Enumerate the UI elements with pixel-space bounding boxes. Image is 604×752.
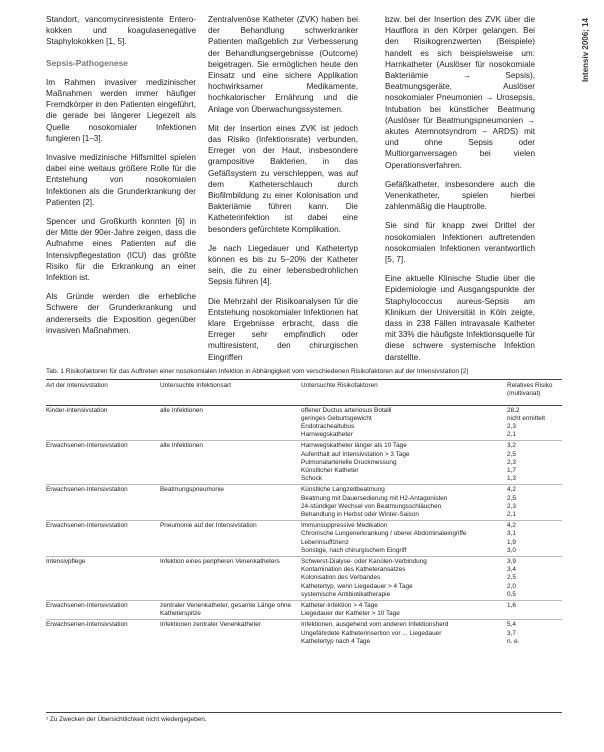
risk-factor-line: Sonstige, nach chirurgischem Eingriff [301,546,407,554]
relative-risk-value: 2,5 [507,494,516,502]
relative-risk-value: 2,3 [507,423,516,431]
table-header-cell: Art der Intensivstation [46,382,108,390]
infection-type-cell: Infektionen zentraler Venenkatheter [160,621,261,629]
risk-factor-cell [301,486,507,519]
station-type-cell: Erwachsenen-Intensivstation [46,621,128,629]
risk-factor-line: Ungefährdete Katheterinsertion vor ... Liegedauer [301,629,442,637]
table-header-cell: Untersuchte Risikofaktoren [301,382,378,390]
relative-risk-value: nicht ermittelt [507,414,546,422]
paragraph: Sie sind für knapp zwei Drittel der nosokomialen Infektionen auftretenden nosokomialen Infektionen verantwortlich [5, 7]. [385,221,535,265]
risk-factor-line: geringes Geburtsgewicht [301,414,372,422]
text-column-2 [208,14,358,371]
relative-risk-value: 1,6 [507,602,516,610]
paragraph: Im Rahmen invasiver medizinischer Maßnahmen werden immer häufiger Fremdkörper in den Patienten eingeführt, die gerade bei längerer Liegezeit als Quelle nosokomialer Infektionen fungieren [1–3]. [46,77,196,143]
risk-factor-line: Harnwegskatheter länger als 10 Tage [301,442,407,450]
relative-risk-value: 2,1 [507,431,516,439]
relative-risk-value: 5,4 [507,621,516,629]
table-body [46,406,562,647]
risk-factor-line: Pulmonalarterielle Druckmessung [301,458,397,466]
risk-factor-line: offener Ductus arteriosus Botalli [301,406,392,414]
risk-factor-cell [301,602,507,618]
paragraph: Eine aktuelle Klinische Studie über die Epidemiologie und Ausgangspunkte der Staphylococcus aureus-Sepsis am Klinikum der Universität in Köln zeigte, dass in 238 Fällen intravasale Katheter mit 33% die häufigste Infektionsquelle für diese schwere systemische Infektion darstellte. [385,274,535,362]
relative-risk-value: 28,2 [507,406,520,414]
risk-factor-line: Chronische Lungenerkrankung / oberer Abdominaleingriffe [301,530,467,538]
relative-risk-value: 1,7 [507,467,516,475]
risk-factor-cell [301,407,507,440]
paragraph: Zentralvenöse Katheter (ZVK) haben bei der Behandlung schwerkranker Patienten maßgeblich zur Verbesserung der Behandlungsergebnisse (Outcome) beigetragen. Sie ermöglichen heute den Einsatz und eine sichere Applikation hochwirksamer Medikamente, hochkalorischer Ernährung und die Anlage von Überwachungssystemen. [208,15,358,114]
section-heading: Sepsis-Pathogenese [46,57,128,68]
station-type-cell: Erwachsenen-Intensivstation [46,602,128,610]
table-row [46,619,562,647]
infection-type-cell: alle Infektionen [160,406,203,414]
table-header-cell: Relatives Risiko (multivariat) [507,382,553,398]
relative-risk-value: 3,4 [507,566,516,574]
relative-risk-value: 3,9 [507,558,516,566]
risk-factor-line: Schock [301,475,322,483]
infection-type-cell: zentraler Venenkatheter, gesamte Länge ohne Katheterspitze [160,602,292,618]
risk-factor-line: systemische Antibiotikatherapie [301,590,391,598]
relative-risk-cell [507,407,574,440]
relative-risk-value: 4,2 [507,486,516,494]
paragraph: Standort, vancomycinresistente Entero-kokken und koagulasenegative Staphylokokken [1, 5]. [46,15,196,47]
risk-factor-line: 24-stündiger Wechsel von Beatmungsschläuchen [301,502,442,510]
text-column-1 [46,14,196,344]
relative-risk-value: 3,1 [507,530,516,538]
station-type-cell: Erwachsenen-Intensivstation [46,442,128,450]
risk-factor-line: Kolonisation des Verbandes [301,574,381,582]
paragraph: Gefäßkatheter, insbesondere auch die Venenkatheter, spielen hierbei zahlenmäßig die Hauptrolle. [385,179,535,212]
risk-factor-line: Immunsuppressive Medikation [301,522,388,530]
infection-type-cell: Pneumonie auf der Intensivstation [160,522,257,530]
relative-risk-value: 2,3 [507,458,516,466]
relative-risk-value: n. e. [507,637,520,645]
paragraph: bzw. bei der Insertion des ZVK über die Hautflora in den Körper gelangen. Bei den Risikogrenzwerten (Beispiele) handelt es sich beispielsweise um: Harnkatheter (Auslöser für nosokomiale Bakteriämie → Sepsis), Beatmungsgeräte, Auslöser nosokomialer Pneumonien → Urosepsis, Intubation bei künstlicher Beatmung (Auslöser für Beatmungspneumonien → akutes Atemnotsyndrom – ARDS) mit und ohne Sepsis oder Multiorganversagen bei vielen Operationsverfahren. [385,15,535,170]
relative-risk-cell [507,558,574,599]
journal-label: Intensiv 2006; 14 [581,18,590,83]
risk-factor-line: Kontamination des Katheteransatzes [301,566,406,574]
table-header-cell: Untersuchte Infektionsart [160,382,232,390]
risk-factor-line: Kathetertyp nach 4 Tage [301,637,371,645]
risk-factor-line: Harnwegskatheter [301,431,353,439]
risk-factor-cell [301,522,507,555]
infection-type-cell: Beatmungspneumonie [160,486,224,494]
paragraph: Invasive medizinische Hilfsmittel spielen dabei eine weitaus größere Rolle für die Entstehung von nosokomialen Infektionen als die Grunderkrankung der Patienten [2]. [46,153,196,207]
text-column-3 [385,14,535,371]
risk-factor-line: Kathetertyp, wenn Liegedauer > 4 Tage [301,582,413,590]
relative-risk-cell [507,602,574,618]
risk-factor-line: Infektionen, ausgehend vom anderen Infektionsherd [301,621,449,629]
relative-risk-value: 3,0 [507,546,516,554]
relative-risk-value: 1,3 [507,475,516,483]
risk-factor-line: Beatmung mit Dauersedierung mit H2-Antagonisten [301,494,448,502]
paragraph: Spencer und Großkurth konnten [6] in der Mitte der 90er-Jahre zeigen, dass die Aufnahme eines Patienten auf die Intensivpflegestation (ICU) das größte Risiko für die Erkrankung an einer Infektion ist. [46,217,196,283]
relative-risk-cell [507,522,574,555]
risk-factor-cell [301,442,507,483]
footnote: ¹ Zu Zwecken der Übersichtlichkeit nicht wiedergegeben. [46,712,562,723]
risk-factor-line: Künstlicher Katheter [301,467,359,475]
table-row [46,484,562,520]
relative-risk-cell [507,621,574,646]
relative-risk-value: 0,5 [507,590,516,598]
station-type-cell: Erwachsenen-Intensivstation [46,522,128,530]
table-caption: Tab. 1 Risikofaktoren für das Auftreten einer nosokomialen Infektion in Abhängigkeit vom verschiedenen Risikofaktoren auf der Intensivstation [2] [46,368,562,380]
table-row [46,406,562,441]
risk-factor-cell [301,621,507,646]
relative-risk-cell [507,486,574,519]
paragraph: Je nach Liegedauer und Kathetertyp können es bis zu 5–20% der Katheter sein, die zu einer lebensbedrohlichen Sepsis führen [4]. [208,243,358,287]
table-row [46,440,562,484]
risk-factor-line: Liegedauer der Katheter > 10 Tage [301,610,400,618]
relative-risk-value: 2,5 [507,574,516,582]
infection-type-cell: alle Infektionen [160,442,203,450]
risk-factor-table [46,368,562,647]
relative-risk-value: 2,5 [507,450,516,458]
risk-factor-cell [301,558,507,599]
risk-factor-line: Katheter-Infektion > 4 Tage [301,602,378,610]
relative-risk-value: 2,0 [507,582,516,590]
relative-risk-value: 3,7 [507,629,516,637]
station-type-cell: Kinder-Intensivstation [46,406,108,414]
risk-factor-line: Schwerst-Dialyse- oder Kanülen-Verbindung [301,558,427,566]
station-type-cell: Erwachsenen-Intensivstation [46,486,128,494]
relative-risk-cell [507,442,574,483]
relative-risk-value: 4,2 [507,522,516,530]
table-row [46,556,562,600]
relative-risk-value: 3,2 [507,442,516,450]
table-header-row [46,380,562,405]
relative-risk-value: 2,3 [507,502,516,510]
risk-factor-line: Künstliche Langzeitbeatmung [301,486,385,494]
table-row [46,520,562,556]
table-row [46,600,562,619]
risk-factor-line: Leberinsuffizienz [301,538,349,546]
paragraph: Die Mehrzahl der Risikoanalysen für die Entstehung nosokomialer Infektionen hat klare Ergebnisse erbracht, dass die Erreger sehr empfindlich oder multiresistent, den chirurgischen Eingriffen [208,296,358,362]
station-type-cell: Intensivpflege [46,558,86,566]
risk-factor-line: Behandlung in Herbst oder Winter-Saison [301,511,419,519]
infection-type-cell: Infektion eines peripheren Venenkatheters [160,558,280,566]
relative-risk-value: 1,9 [507,538,516,546]
paragraph: Mit der Insertion eines ZVK ist jedoch das Risiko (Infektionsrate) verbunden, Erreger von der Haut, insbesondere grampositive Bakterien, in das Gefäßsystem zu verschleppen, was auf dem Katheterschlauch durch Biofilmbildung zu einer Kolonisation und Bakteriämie führen kann. Die Katheterinfektion ist dabei eine besonders gefürchtete Komplikation. [208,123,358,234]
paragraph: Als Gründe werden die erhebliche Schwere der Grunderkrankung und andererseits die Exposition gegenüber invasiven Maßnahmen. [46,292,196,335]
risk-factor-line: Aufenthalt auf Intensivstation > 3 Tage [301,450,410,458]
relative-risk-value: 2,1 [507,511,516,519]
risk-factor-line: Endotrachealtubus [301,423,355,431]
